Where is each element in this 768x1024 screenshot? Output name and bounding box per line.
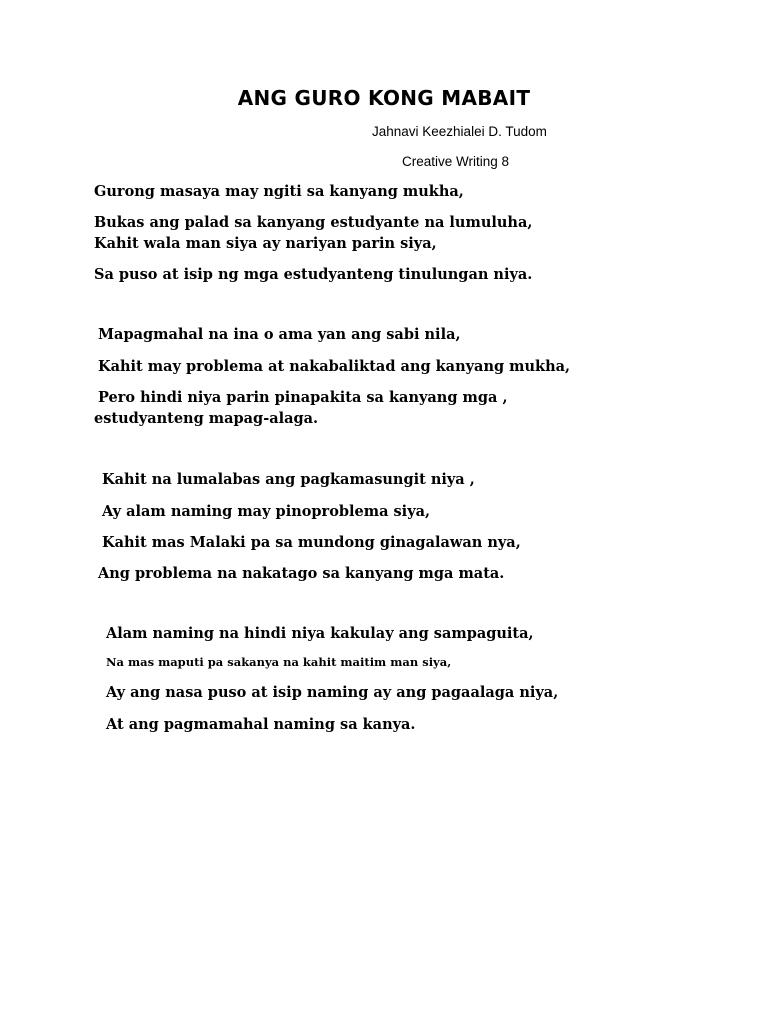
poem-line: estudyanteng mapag-alaga. <box>94 410 319 427</box>
poem-line: At ang pagmamahal naming sa kanya. <box>106 716 416 733</box>
poem-line: Mapagmahal na ina o ama yan ang sabi nila, <box>98 326 461 343</box>
poem-line: Pero hindi niya parin pinapakita sa kanyang mga , <box>98 389 508 406</box>
author-name: Jahnavi Keezhialei D. Tudom <box>372 124 547 139</box>
poem-line: Na mas maputi pa sakanya na kahit maitim man siya, <box>106 655 452 669</box>
poem-line: Ang problema na nakatago sa kanyang mga mata. <box>98 565 505 582</box>
poem-line: Ay ang nasa puso at isip naming ay ang pagaalaga niya, <box>106 684 559 701</box>
poem-line: Ay alam naming may pinoproblema siya, <box>102 503 431 520</box>
poem-line: Kahit mas Malaki pa sa mundong ginagalawan nya, <box>102 534 521 551</box>
course-name: Creative Writing 8 <box>402 154 510 169</box>
poem-line: Gurong masaya may ngiti sa kanyang mukha, <box>94 183 464 200</box>
poem-title: ANG GURO KONG MABAIT <box>237 86 531 110</box>
poem-line: Sa puso at isip ng mga estudyanteng tinulungan niya. <box>94 266 533 283</box>
poem-line: Kahit wala man siya ay nariyan parin siya, <box>94 235 437 252</box>
poem-line: Alam naming na hindi niya kakulay ang sampaguita, <box>106 625 534 642</box>
poem-line: Kahit may problema at nakabaliktad ang kanyang mukha, <box>98 358 571 375</box>
poem-line: Kahit na lumalabas ang pagkamasungit niya , <box>102 471 475 488</box>
poem-line: Bukas ang palad sa kanyang estudyante na lumuluha, <box>94 214 533 231</box>
